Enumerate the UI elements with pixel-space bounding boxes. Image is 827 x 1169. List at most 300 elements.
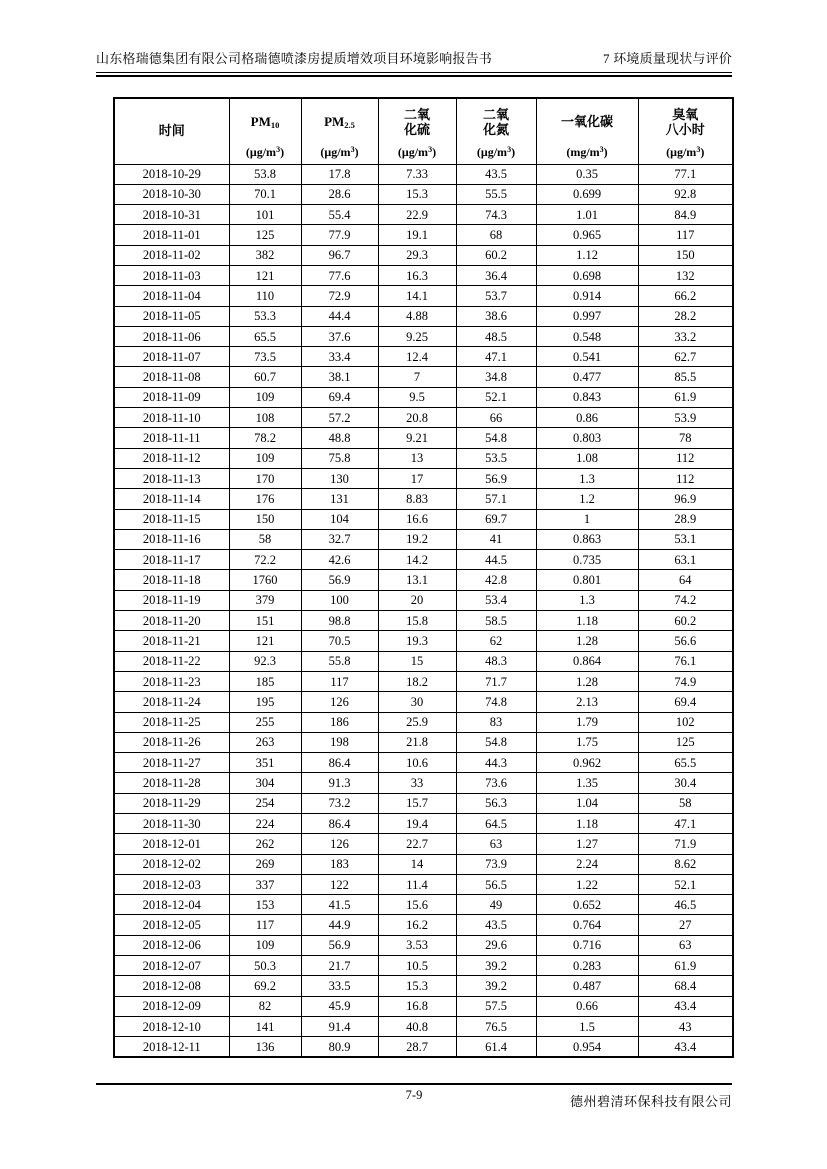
column-title-line: 一氧化碳 [560,114,613,130]
cell-co: 0.843 [536,387,638,407]
column-unit-superscript: 3 [276,144,281,154]
table-row [114,245,733,265]
cell-date: 2018-11-19 [114,590,229,610]
page-header [96,50,732,77]
cell-date: 2018-11-02 [114,245,229,265]
cell-co: 1.5 [536,1016,638,1036]
cell-date: 2018-11-01 [114,225,229,245]
cell-co: 0.962 [536,753,638,773]
table-row [114,408,733,428]
cell-o3: 61.9 [638,956,733,976]
table-row [114,265,733,285]
cell-so2: 28.7 [378,1037,456,1057]
air-quality-table [113,97,734,1058]
cell-pm10: 141 [229,1016,301,1036]
column-unit: $(\mu g/m^3)$ [666,144,705,159]
table-row [114,631,733,651]
cell-pm25: 32.7 [301,529,378,549]
cell-pm10: 304 [229,773,301,793]
column-header-date [114,98,229,164]
table-row [114,814,733,834]
cell-pm25: 41.5 [301,895,378,915]
cell-o3: 58 [638,793,733,813]
cell-date: 2018-11-23 [114,671,229,691]
cell-pm10: 224 [229,814,301,834]
cell-co: 0.699 [536,184,638,204]
cell-date: 2018-11-12 [114,448,229,468]
table-row [114,509,733,529]
cell-so2: 10.6 [378,753,456,773]
cell-pm10: 117 [229,915,301,935]
table-row [114,854,733,874]
cell-no2: 53.4 [456,590,536,610]
cell-no2: 56.3 [456,793,536,813]
cell-so2: 13.1 [378,570,456,590]
cell-so2: 22.7 [378,834,456,854]
cell-co: 0.965 [536,225,638,245]
cell-date: 2018-12-04 [114,895,229,915]
column-unit: $(\mu g/m^3)$ [320,144,359,159]
cell-pm25: 91.4 [301,1016,378,1036]
cell-pm25: 126 [301,692,378,712]
cell-co: 1.3 [536,590,638,610]
cell-no2: 49 [456,895,536,915]
cell-date: 2018-11-06 [114,326,229,346]
cell-pm10: 351 [229,753,301,773]
cell-so2: 25.9 [378,712,456,732]
cell-so2: 9.21 [378,428,456,448]
cell-pm25: 45.9 [301,996,378,1016]
cell-so2: 18.2 [378,671,456,691]
cell-pm10: 1760 [229,570,301,590]
cell-date: 2018-12-07 [114,956,229,976]
cell-so2: 40.8 [378,1016,456,1036]
cell-pm25: 80.9 [301,1037,378,1057]
cell-so2: 30 [378,692,456,712]
cell-o3: 92.8 [638,184,733,204]
cell-pm25: 122 [301,874,378,894]
cell-so2: 13 [378,448,456,468]
cell-so2: 19.2 [378,529,456,549]
cell-pm25: 21.7 [301,956,378,976]
table-row [114,387,733,407]
cell-pm10: 269 [229,854,301,874]
cell-no2: 62 [456,631,536,651]
cell-so2: 20.8 [378,408,456,428]
cell-co: 1.18 [536,814,638,834]
cell-pm25: 91.3 [301,773,378,793]
cell-no2: 34.8 [456,367,536,387]
cell-no2: 38.6 [456,306,536,326]
cell-pm25: 70.5 [301,631,378,651]
column-header-so2 [378,98,456,164]
cell-date: 2018-11-09 [114,387,229,407]
cell-co: 1.18 [536,611,638,631]
cell-pm25: 42.6 [301,550,378,570]
cell-co: 1.79 [536,712,638,732]
cell-date: 2018-11-05 [114,306,229,326]
table-row [114,793,733,813]
cell-no2: 74.3 [456,205,536,225]
cell-co: 0.86 [536,408,638,428]
cell-o3: 53.9 [638,408,733,428]
cell-so2: 15.6 [378,895,456,915]
cell-co: 0.864 [536,651,638,671]
cell-o3: 77.1 [638,164,733,184]
column-title-line: 八小时 [665,121,705,137]
cell-so2: 9.5 [378,387,456,407]
column-header-no2 [456,98,536,164]
cell-pm25: 72.9 [301,286,378,306]
cell-pm25: 44.9 [301,915,378,935]
column-unit: $(\mu g/m^3)$ [476,144,516,159]
cell-date: 2018-10-29 [114,164,229,184]
cell-pm25: 75.8 [301,448,378,468]
cell-date: 2018-11-25 [114,712,229,732]
cell-pm25: 86.4 [301,814,378,834]
cell-o3: 52.1 [638,874,733,894]
cell-pm25: 57.2 [301,408,378,428]
cell-no2: 44.5 [456,550,536,570]
cell-pm10: 153 [229,895,301,915]
column-header-pm25 [301,98,378,164]
cell-no2: 53.5 [456,448,536,468]
cell-co: 0.803 [536,428,638,448]
cell-no2: 39.2 [456,956,536,976]
cell-co: 0.477 [536,367,638,387]
cell-pm10: 382 [229,245,301,265]
page-footer-row [96,1088,732,1110]
cell-co: 1.2 [536,489,638,509]
cell-no2: 83 [456,712,536,732]
column-title-line: 二氧 [403,106,430,122]
footer-company-name: 德州碧清环保科技有限公司 [569,1094,732,1109]
cell-pm10: 72.2 [229,550,301,570]
cell-pm10: 65.5 [229,326,301,346]
table-row [114,874,733,894]
cell-o3: 74.2 [638,590,733,610]
cell-o3: 47.1 [638,814,733,834]
cell-pm10: 70.1 [229,184,301,204]
cell-so2: 14.1 [378,286,456,306]
cell-co: 1.27 [536,834,638,854]
cell-so2: 16.8 [378,996,456,1016]
cell-pm10: 121 [229,265,301,285]
cell-so2: 15.3 [378,184,456,204]
table-row [114,428,733,448]
column-title-subscript: 10 [270,120,280,131]
cell-o3: 56.6 [638,631,733,651]
cell-pm25: 56.9 [301,570,378,590]
cell-pm25: 33.4 [301,347,378,367]
cell-co: 1.22 [536,874,638,894]
column-title-line: 化硫 [403,121,430,137]
cell-so2: 16.3 [378,265,456,285]
cell-o3: 62.7 [638,347,733,367]
column-title-subscript: 2.5 [344,120,355,131]
table-row [114,367,733,387]
cell-co: 1.3 [536,468,638,488]
cell-date: 2018-11-24 [114,692,229,712]
cell-no2: 39.2 [456,976,536,996]
table-row [114,326,733,346]
cell-date: 2018-11-04 [114,286,229,306]
cell-o3: 61.9 [638,387,733,407]
cell-co: 1.12 [536,245,638,265]
cell-so2: 16.2 [378,915,456,935]
cell-no2: 63 [456,834,536,854]
cell-o3: 60.2 [638,611,733,631]
cell-pm25: 198 [301,732,378,752]
cell-co: 1.75 [536,732,638,752]
column-unit-superscript: 3 [428,144,433,154]
column-unit-superscript: 3 [696,144,701,154]
cell-pm10: 151 [229,611,301,631]
cell-date: 2018-11-22 [114,651,229,671]
cell-co: 0.548 [536,326,638,346]
header-report-title: 山东格瑞德集团有限公司格瑞德喷漆房提质增效项目环境影响报告书 [96,51,493,66]
cell-co: 1.35 [536,773,638,793]
cell-o3: 71.9 [638,834,733,854]
cell-o3: 125 [638,732,733,752]
cell-no2: 48.5 [456,326,536,346]
cell-no2: 54.8 [456,732,536,752]
table-row [114,996,733,1016]
cell-pm25: 117 [301,671,378,691]
table-row [114,915,733,935]
cell-pm10: 82 [229,996,301,1016]
cell-o3: 30.4 [638,773,733,793]
cell-o3: 84.9 [638,205,733,225]
cell-co: 0.735 [536,550,638,570]
cell-pm25: 77.9 [301,225,378,245]
cell-pm25: 33.5 [301,976,378,996]
table-row [114,1016,733,1036]
cell-no2: 71.7 [456,671,536,691]
cell-date: 2018-12-03 [114,874,229,894]
cell-pm25: 77.6 [301,265,378,285]
cell-o3: 150 [638,245,733,265]
cell-co: 0.66 [536,996,638,1016]
column-title-line: $PM_{10}$ [250,114,280,131]
cell-co: 0.914 [536,286,638,306]
table-row [114,205,733,225]
cell-pm10: 379 [229,590,301,610]
cell-date: 2018-11-15 [114,509,229,529]
cell-so2: 11.4 [378,874,456,894]
cell-no2: 52.1 [456,387,536,407]
cell-no2: 73.6 [456,773,536,793]
cell-pm25: 100 [301,590,378,610]
cell-pm10: 69.2 [229,976,301,996]
column-title-line: 臭氧 [672,106,699,122]
cell-so2: 14.2 [378,550,456,570]
cell-o3: 112 [638,468,733,488]
cell-date: 2018-11-11 [114,428,229,448]
cell-co: 2.24 [536,854,638,874]
cell-pm10: 50.3 [229,956,301,976]
cell-o3: 46.5 [638,895,733,915]
column-title-line: 二氧 [482,106,509,122]
cell-pm10: 337 [229,874,301,894]
cell-pm25: 186 [301,712,378,732]
cell-o3: 117 [638,225,733,245]
cell-date: 2018-12-01 [114,834,229,854]
cell-o3: 64 [638,570,733,590]
cell-o3: 132 [638,265,733,285]
cell-co: 0.716 [536,935,638,955]
cell-pm10: 58 [229,529,301,549]
cell-o3: 63 [638,935,733,955]
cell-pm10: 53.3 [229,306,301,326]
cell-date: 2018-12-11 [114,1037,229,1057]
cell-pm10: 254 [229,793,301,813]
cell-so2: 9.25 [378,326,456,346]
cell-o3: 8.62 [638,854,733,874]
cell-o3: 74.9 [638,671,733,691]
cell-co: 0.863 [536,529,638,549]
cell-pm10: 53.8 [229,164,301,184]
cell-co: 0.283 [536,956,638,976]
cell-date: 2018-11-28 [114,773,229,793]
table-row [114,590,733,610]
cell-pm10: 109 [229,448,301,468]
cell-pm25: 73.2 [301,793,378,813]
cell-o3: 43.4 [638,996,733,1016]
cell-so2: 20 [378,590,456,610]
cell-date: 2018-11-21 [114,631,229,651]
cell-o3: 53.1 [638,529,733,549]
footer-rule [96,1083,732,1085]
column-unit-superscript: 3 [599,144,604,154]
cell-so2: 7.33 [378,164,456,184]
column-title-line: 时间 [158,122,185,138]
cell-so2: 33 [378,773,456,793]
page-number: 7-9 [405,1088,423,1102]
page-header-row [96,50,732,72]
table-row [114,935,733,955]
cell-no2: 41 [456,529,536,549]
cell-no2: 64.5 [456,814,536,834]
table-row [114,671,733,691]
table-row [114,347,733,367]
cell-co: 0.35 [536,164,638,184]
cell-no2: 68 [456,225,536,245]
column-title-line: $PM_{2.5}$ [324,114,355,131]
cell-date: 2018-11-07 [114,347,229,367]
cell-no2: 61.4 [456,1037,536,1057]
cell-so2: 12.4 [378,347,456,367]
cell-no2: 44.3 [456,753,536,773]
air-quality-table-wrap [113,97,734,1058]
cell-date: 2018-12-02 [114,854,229,874]
cell-no2: 58.5 [456,611,536,631]
column-unit: $(\mu g/m^3)$ [245,144,285,159]
cell-date: 2018-11-08 [114,367,229,387]
cell-date: 2018-11-26 [114,732,229,752]
cell-pm10: 101 [229,205,301,225]
cell-pm10: 195 [229,692,301,712]
table-row [114,956,733,976]
cell-date: 2018-12-06 [114,935,229,955]
cell-o3: 28.9 [638,509,733,529]
cell-o3: 43.4 [638,1037,733,1057]
cell-pm10: 92.3 [229,651,301,671]
cell-o3: 65.5 [638,753,733,773]
header-rule-thick [96,75,732,77]
cell-pm10: 136 [229,1037,301,1057]
cell-date: 2018-12-08 [114,976,229,996]
table-row [114,753,733,773]
table-row [114,611,733,631]
cell-date: 2018-11-14 [114,489,229,509]
cell-pm10: 78.2 [229,428,301,448]
cell-co: 1.04 [536,793,638,813]
cell-pm25: 55.4 [301,205,378,225]
cell-pm25: 28.6 [301,184,378,204]
cell-date: 2018-12-10 [114,1016,229,1036]
cell-o3: 68.4 [638,976,733,996]
cell-o3: 76.1 [638,651,733,671]
cell-so2: 19.1 [378,225,456,245]
header-chapter-title: 7 环境质量现状与评价 [603,51,732,66]
cell-date: 2018-12-05 [114,915,229,935]
cell-pm25: 56.9 [301,935,378,955]
cell-o3: 102 [638,712,733,732]
cell-pm25: 183 [301,854,378,874]
cell-pm10: 170 [229,468,301,488]
column-unit-superscript: 3 [507,144,512,154]
cell-co: 2.13 [536,692,638,712]
cell-pm25: 86.4 [301,753,378,773]
table-row [114,570,733,590]
cell-date: 2018-11-13 [114,468,229,488]
cell-so2: 10.5 [378,956,456,976]
cell-o3: 63.1 [638,550,733,570]
cell-o3: 66.2 [638,286,733,306]
cell-pm10: 176 [229,489,301,509]
table-row [114,692,733,712]
table-row [114,184,733,204]
cell-no2: 76.5 [456,1016,536,1036]
cell-so2: 19.3 [378,631,456,651]
cell-date: 2018-10-31 [114,205,229,225]
table-row [114,489,733,509]
cell-so2: 8.83 [378,489,456,509]
cell-so2: 21.8 [378,732,456,752]
cell-no2: 57.1 [456,489,536,509]
table-row [114,773,733,793]
cell-pm25: 104 [301,509,378,529]
cell-so2: 16.6 [378,509,456,529]
cell-pm10: 73.5 [229,347,301,367]
table-row [114,895,733,915]
cell-so2: 14 [378,854,456,874]
cell-co: 0.764 [536,915,638,935]
table-row [114,286,733,306]
cell-o3: 43 [638,1016,733,1036]
page-footer [96,1083,732,1110]
column-header-o3 [638,98,733,164]
table-header [114,98,733,164]
cell-pm25: 38.1 [301,367,378,387]
cell-o3: 96.9 [638,489,733,509]
cell-pm10: 110 [229,286,301,306]
cell-no2: 74.8 [456,692,536,712]
cell-no2: 29.6 [456,935,536,955]
cell-date: 2018-11-17 [114,550,229,570]
cell-so2: 4.88 [378,306,456,326]
